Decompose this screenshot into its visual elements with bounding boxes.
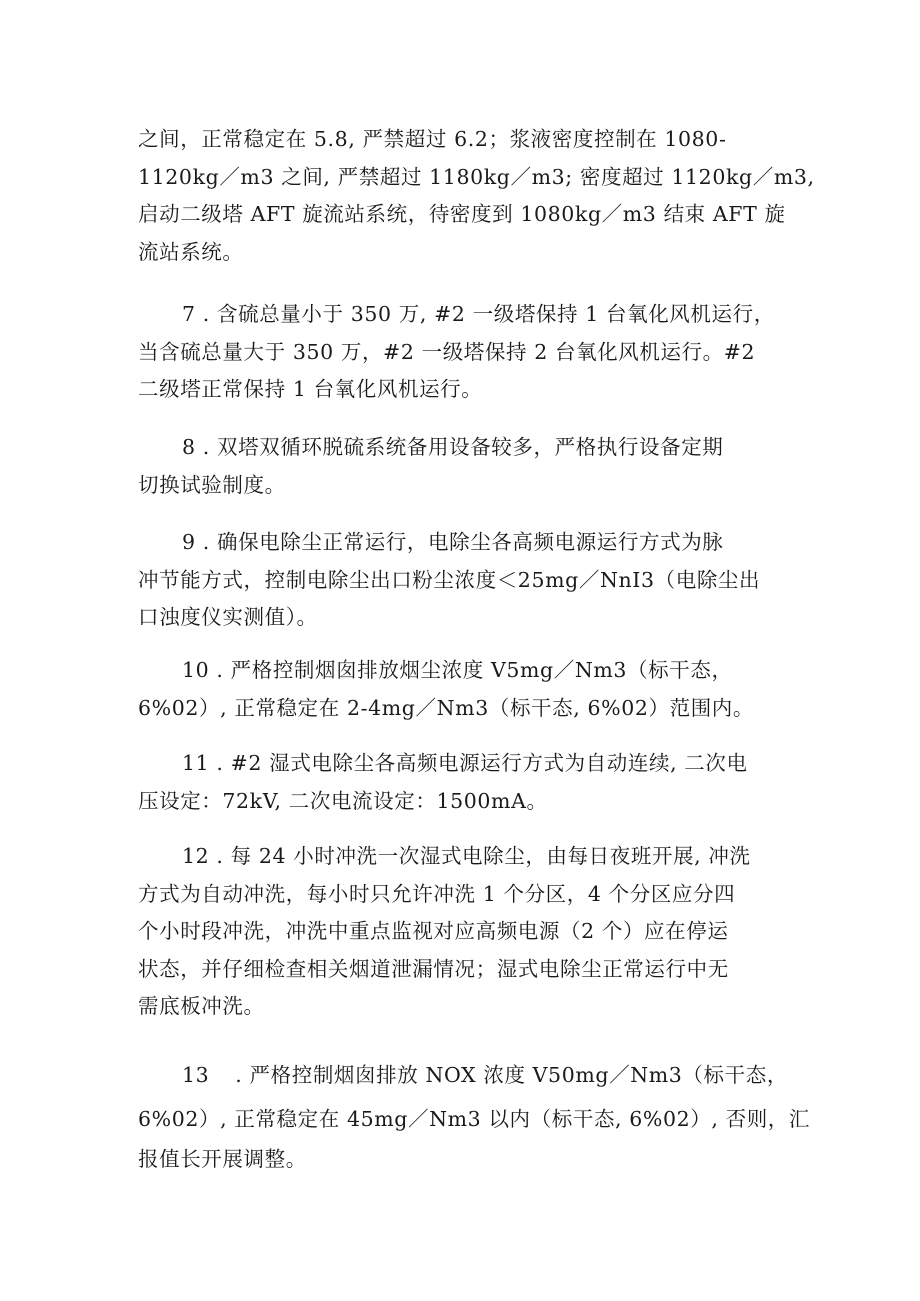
paragraph-item-8 (138, 429, 788, 504)
text-line: 12 . 每 24 小时冲洗一次湿式电除尘，由每日夜班开展, 冲洗 (182, 844, 751, 868)
paragraph-item-13 (138, 1053, 811, 1179)
text-segment: . 严格控制烟囱排放 NOX 浓度 V50mg／Nm3（标干态， (235, 1063, 788, 1087)
item-number: 13 (182, 1063, 210, 1087)
text-line: 方式为自动冲洗，每小时只允许冲洗 1 个分区，4 个分区应分四 (138, 881, 736, 906)
text-line: 需底板冲洗。 (138, 994, 265, 1018)
text-line: 7 . 含硫总量小于 350 万, #2 一级塔保持 1 台氧化风机运行， (182, 302, 775, 326)
text-line (138, 1053, 788, 1097)
paragraph-item-7 (138, 296, 788, 409)
paragraph-intro (138, 121, 815, 271)
text-line: 口浊度仪实测值）。 (138, 605, 318, 629)
text-line: 二级塔正常保持 1 台氧化风机运行。 (138, 377, 483, 401)
text-line: 1120kg／m3 之间, 严禁超过 1180kg／m3; 密度超过 1120kg／m3, (138, 164, 815, 189)
text-line: 启动二级塔 AFT 旋流站系统，待密度到 1080kg／m3 结束 AFT 旋 (138, 202, 786, 226)
text-line: 状态，并仔细检查相关烟道泄漏情况；湿式电除尘正常运行中无 (138, 956, 729, 981)
text-line: 11 . #2 湿式电除尘各高频电源运行方式为自动连续, 二次电 (182, 751, 748, 775)
paragraph-item-11 (138, 745, 788, 820)
text-line: 压设定：72kV, 二次电流设定：1500mA。 (138, 788, 548, 813)
text-line: 6%02）, 正常稳定在 2-4mg／Nm3（标干态, 6%02）范围内。 (138, 695, 754, 720)
text-line: 10 . 严格控制烟囱排放烟尘浓度 V5mg／Nm3（标干态， (182, 658, 733, 682)
text-line: 流站系统。 (138, 239, 244, 264)
text-line: 冲节能方式，控制电除尘出口粉尘浓度＜25mg／NnI3（电除尘出 (138, 567, 761, 592)
paragraph-item-9 (138, 524, 788, 637)
text-line: 9 . 确保电除尘正常运行，电除尘各高频电源运行方式为脉 (182, 530, 724, 554)
text-line: 当含硫总量大于 350 万，#2 一级塔保持 2 台氧化风机运行。#2 (138, 339, 756, 364)
paragraph-item-12 (138, 838, 788, 1026)
text-line: 切换试验制度。 (138, 472, 286, 497)
text-line: 6%02）, 正常稳定在 45mg／Nm3 以内（标干态, 6%02）, 否则，汇 (138, 1107, 811, 1131)
text-line: 之间，正常稳定在 5.8, 严禁超过 6.2；浆液密度控制在 1080- (138, 127, 727, 151)
text-line: 8 . 双塔双循环脱硫系统备用设备较多，严格执行设备定期 (182, 435, 724, 459)
text-line: 个小时段冲洗，冲洗中重点监视对应高频电源（2 个）应在停运 (138, 919, 729, 943)
text-line: 报值长开展调整。 (138, 1147, 307, 1171)
paragraph-item-10 (138, 652, 788, 727)
